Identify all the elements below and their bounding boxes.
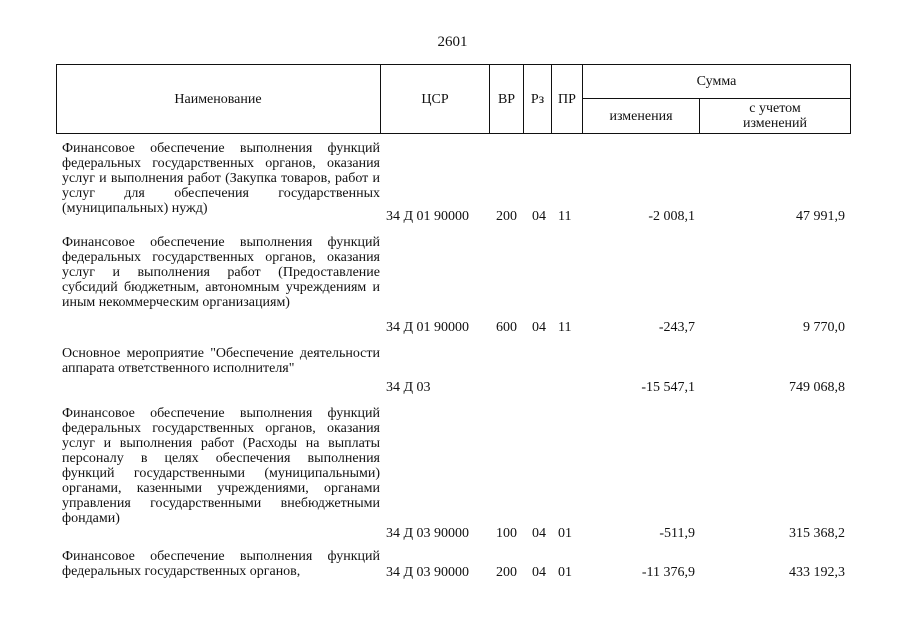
table-header [56, 64, 851, 134]
row-total: 433 192,3 [789, 565, 845, 580]
page-number: 2601 [437, 34, 468, 50]
table-row [56, 549, 851, 589]
header-sum: Сумма [696, 73, 737, 89]
row-csr: 34 Д 01 90000 [386, 320, 470, 335]
row-change: -243,7 [658, 320, 695, 335]
row-vr: 200 [496, 209, 517, 224]
row-csr: 34 Д 03 90000 [386, 565, 470, 580]
table-row [56, 406, 851, 546]
row-total: 47 991,9 [796, 209, 845, 224]
header-rz: Рз [530, 91, 545, 107]
row-name: Основное мероприятие "Обеспечение деятельности аппарата ответственного исполнителя" [62, 346, 380, 376]
row-name: Финансовое обеспечение выполнения функций федеральных государственных органов, оказания услуг и выполнения работ (Расходы на выплаты персоналу в целях обеспечения выполнения функций государственными (муниципальными) органами, казенными учреждениями, органами управления государственными внебюджетными фондами) [62, 406, 380, 526]
row-pr: 11 [558, 320, 572, 335]
row-csr: 34 Д 01 90000 [386, 209, 470, 224]
row-change: -11 376,9 [641, 565, 695, 580]
row-csr: 34 Д 03 [386, 380, 431, 395]
header-total: с учетом изменений [742, 101, 808, 131]
row-csr: 34 Д 03 90000 [386, 526, 470, 541]
header-name: Наименование [174, 91, 262, 107]
row-total: 749 068,8 [789, 380, 845, 395]
row-name: Финансовое обеспечение выполнения функций федеральных государственных органов, оказания услуг и выполнения работ (Закупка товаров, работ и услуг для обеспечения государственных (муниципальных) нужд) [62, 141, 380, 216]
row-vr: 100 [496, 526, 517, 541]
row-name: Финансовое обеспечение выполнения функций федеральных государственных органов, оказания услуг и выполнения работ (Предоставление субсидий бюджетным, автономным учреждениям и иным некоммерческим организациям) [62, 235, 380, 310]
row-pr: 01 [558, 526, 572, 541]
row-total: 315 368,2 [789, 526, 845, 541]
row-name: Финансовое обеспечение выполнения функций федеральных государственных органов, [62, 549, 380, 579]
header-vr: ВР [497, 91, 516, 107]
row-rz: 04 [532, 320, 546, 335]
row-change: -2 008,1 [648, 209, 695, 224]
header-change: изменения [609, 108, 673, 124]
header-pr: ПР [558, 91, 576, 107]
header-border-right [850, 64, 851, 134]
row-pr: 01 [558, 565, 572, 580]
header-csr: ЦСР [421, 91, 449, 107]
row-vr: 200 [496, 565, 517, 580]
row-change: -15 547,1 [641, 380, 695, 395]
row-rz: 04 [532, 526, 546, 541]
row-pr: 11 [558, 209, 572, 224]
row-vr: 600 [496, 320, 517, 335]
row-total: 9 770,0 [803, 320, 845, 335]
row-change: -511,9 [659, 526, 695, 541]
table-row [56, 346, 851, 401]
row-rz: 04 [532, 209, 546, 224]
table-row [56, 235, 851, 340]
row-rz: 04 [532, 565, 546, 580]
table-row [56, 141, 851, 231]
